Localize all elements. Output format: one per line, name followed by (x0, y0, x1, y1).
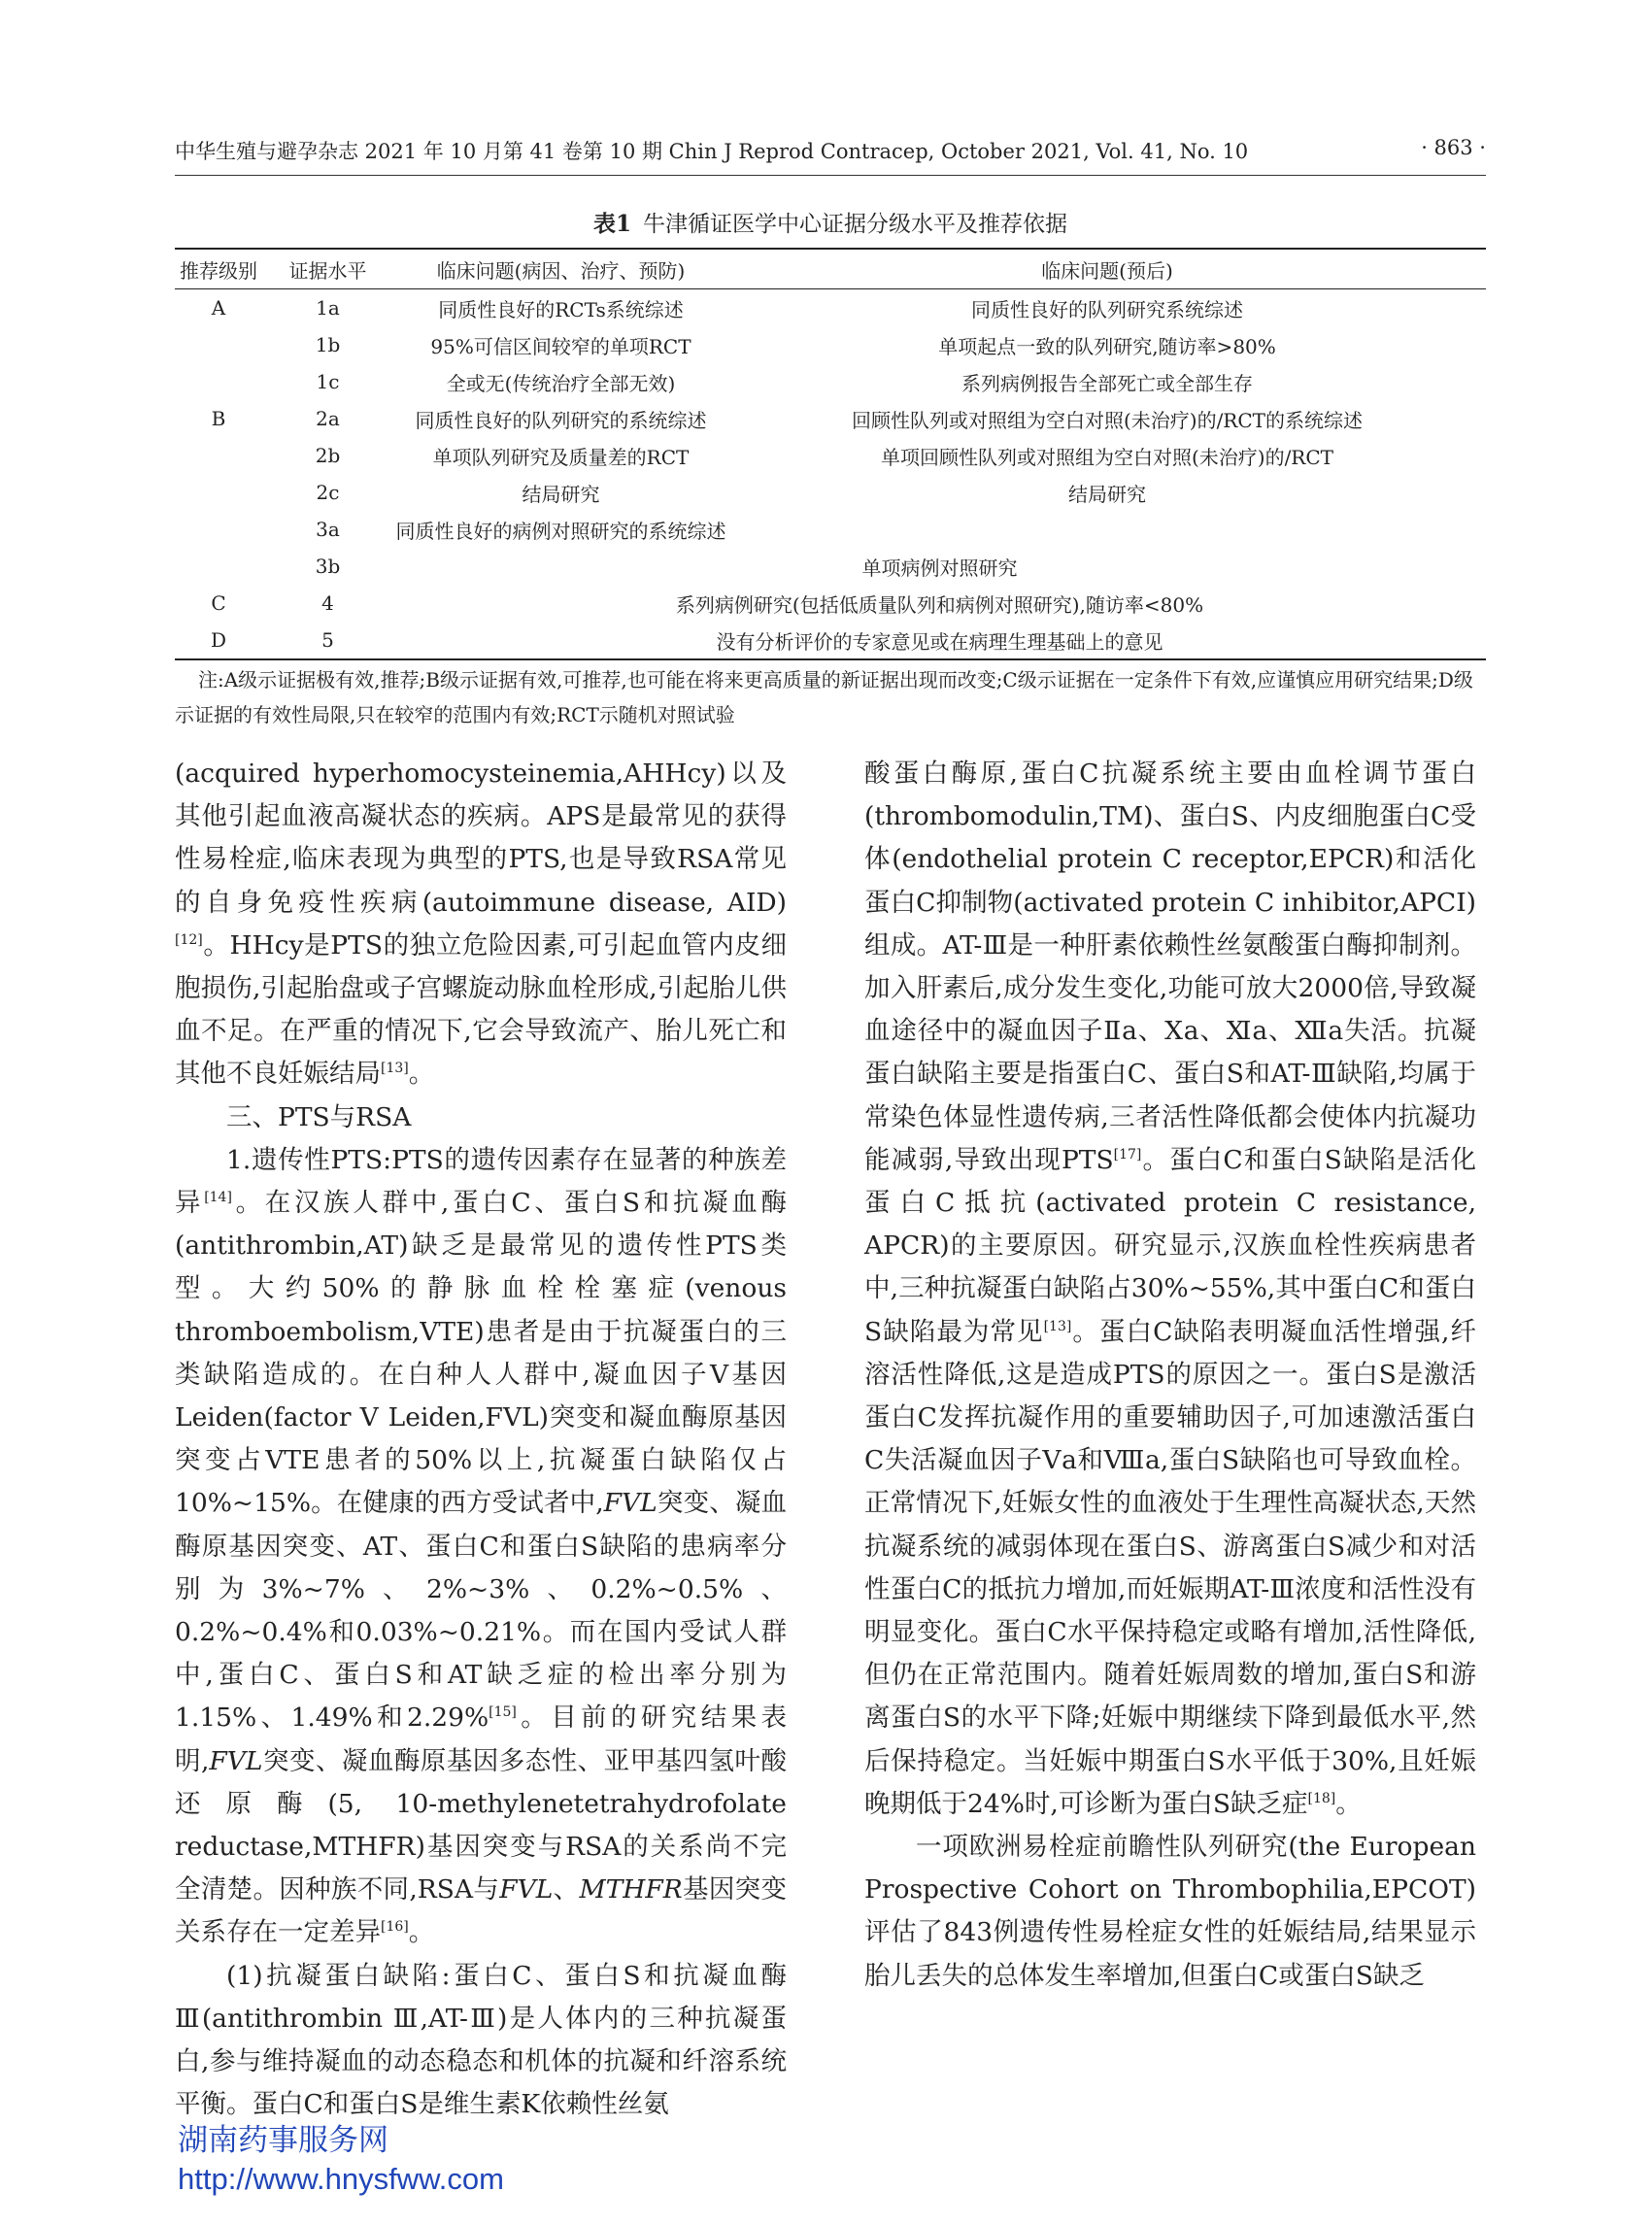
table-cell-merged: 没有分析评价的专家意见或在病理生理基础上的意见 (716, 629, 1163, 654)
col-header: 临床问题(病因、治疗、预防) (436, 258, 686, 283)
table-cell: 结局研究 (522, 482, 600, 506)
paragraph: 一项欧洲易栓症前瞻性队列研究(the European Prospective Cohort on Thrombophilia,EPCOT)评估了843例遗传性易栓症女性的妊娠结局,结果显示胎儿丢失的总体发生率增加,但蛋白C或蛋白S缺乏 (864, 1832, 1476, 1991)
gene-name: MTHFR (579, 1874, 683, 1905)
gene-name: FVL (209, 1745, 263, 1776)
table-row (175, 326, 1486, 363)
table-row (175, 548, 1486, 585)
citation: [13] (381, 1061, 409, 1077)
table-note: 注:A级示证据极有效,推荐;B级示证据有效,可推荐,也可能在将来更高质量的新证据出现而改变;C级示证据在一定条件下有效,应谨慎应用研究结果;D级示证据的有效性局限,只在较窄的范围内有效;RCT示随机对照试验 (175, 668, 1473, 726)
gene-name: FVL (603, 1488, 657, 1519)
table-cell: A (211, 296, 226, 320)
section-heading: 三、PTS与RSA (226, 1101, 412, 1132)
header-rule (175, 175, 1486, 176)
table-cell: 单项队列研究及质量差的RCT (432, 445, 690, 469)
table-row (175, 400, 1486, 437)
table-cell: 1a (316, 296, 340, 320)
table-cell: 同质性良好的RCTs系统综述 (438, 297, 684, 321)
right-column (864, 753, 1476, 1998)
watermark-url[interactable]: http://www.hnysfww.com (178, 2162, 504, 2196)
table-cell (175, 511, 262, 548)
watermark-site-name: 湖南药事服务网 (178, 2123, 388, 2157)
table-cell: 2a (316, 407, 340, 430)
col-header: 推荐级别 (180, 258, 257, 283)
table-cell: B (211, 407, 226, 430)
table-cell (175, 326, 262, 363)
citation: [18] (1307, 1791, 1336, 1807)
table-cell: 单项起点一致的队列研究,随访率>80% (938, 334, 1276, 358)
table-cell: 回顾性队列或对照组为空白对照(未治疗)的/RCT的系统综述 (851, 408, 1364, 432)
citation: [12] (175, 931, 203, 948)
table-row (175, 363, 1486, 400)
table-cell (175, 474, 262, 511)
evidence-table (175, 248, 1486, 660)
table-cell: 1b (315, 333, 341, 356)
table-cell (175, 548, 262, 585)
table-header-row (175, 249, 1486, 289)
table-cell: 结局研究 (1068, 482, 1146, 506)
citation: [14] (204, 1190, 232, 1206)
table-cell (728, 511, 1486, 548)
table-cell: 3b (315, 555, 341, 578)
table-row (175, 585, 1486, 622)
table-row (175, 474, 1486, 511)
table-cell: 同质性良好的队列研究的系统综述 (415, 408, 707, 432)
table-cell: 同质性良好的病例对照研究的系统综述 (395, 519, 726, 543)
table-cell: C (211, 591, 226, 615)
col-header: 临床问题(预后) (1041, 258, 1173, 283)
table-cell-merged: 系列病例研究(包括低质量队列和病例对照研究),随访率<80% (675, 592, 1204, 617)
table-row (175, 511, 1486, 548)
paragraph: 1.遗传性PTS:PTS的遗传因素存在显著的种族差异[14]。在汉族人群中,蛋白C、蛋白S和抗凝血酶(antithrombin,AT)缺乏是最常见的遗传性PTS类型。大约50%的静脉血栓栓塞症(venous thromboembolism,VTE)患者是由于抗凝蛋白的三类缺陷造成的。在白种人人群中,凝血因子Ⅴ基因Leiden(factor Ⅴ Leiden,FVL)突变和凝血酶原基因突变占VTE患者的50%以上,抗凝蛋白缺陷仅占10%~15%。在健康的西方受试者中,FVL突变、凝血酶原基因突变、AT、蛋白C和蛋白S缺陷的患病率分别为3%~7%、2%~3%、0.2%~0.5%、0.2%~0.4%和0.03%~0.21%。而在国内受试人群中,蛋白C、蛋白S和AT缺乏症的检出率分别为1.15%、1.49%和2.29%[15]。目前的研究结果表明,FVL突变、凝血酶原基因多态性、亚甲基四氢叶酸还原酶(5, 10-methylenetetrahydrofolate reductase,MTHFR)基因突变与RSA的关系尚不完全清楚。因种族不同,RSA与FVL、MTHFR基因突变关系存在一定差异[16]。 (175, 1144, 787, 1948)
col-header: 证据水平 (288, 258, 367, 283)
table-caption (175, 206, 1486, 238)
table-title: 牛津循证医学中心证据分级水平及推荐依据 (643, 212, 1067, 237)
table-cell: 同质性良好的队列研究系统综述 (971, 297, 1243, 321)
citation: [16] (381, 1919, 409, 1936)
running-header (175, 136, 1486, 175)
table-cell: 2c (316, 481, 340, 504)
journal-citation: 中华生殖与避孕杂志 2021 年 10 月第 41 卷第 10 期 Chin J Reprod Contracep, October 2021, Vol. 41, No. 10 (175, 140, 1249, 163)
paragraph: 酸蛋白酶原,蛋白C抗凝系统主要由血栓调节蛋白(thrombomodulin,TM)、蛋白S、内皮细胞蛋白C受体(endothelial protein C receptor,EPCR)和活化蛋白C抑制物(activated protein C inhibitor,APCI)组成。AT-Ⅲ是一种肝素依赖性丝氨酸蛋白酶抑制剂。加入肝素后,成分发生变化,功能可放大2000倍,导致凝血途径中的凝血因子Ⅱa、Ⅹa、Ⅺa、Ⅻa失活。抗凝蛋白缺陷主要是指蛋白C、蛋白S和AT-Ⅲ缺陷,均属于常染色体显性遗传病,三者活性降低都会使体内抗凝功能减弱,导致出现PTS[17]。蛋白C和蛋白S缺陷是活化蛋白C抵抗(activated protein C resistance, APCR)的主要原因。研究显示,汉族血栓性疾病患者中,三种抗凝蛋白缺陷占30%~55%,其中蛋白C和蛋白S缺陷最为常见[13]。蛋白C缺陷表明凝血活性增强,纤溶活性降低,这是造成PTS的原因之一。蛋白S是激活蛋白C发挥抗凝作用的重要辅助因子,可加速激活蛋白C失活凝血因子Ⅴa和Ⅷa,蛋白S缺陷也可导致血栓。正常情况下,妊娠女性的血液处于生理性高凝状态,天然抗凝系统的减弱体现在蛋白S、游离蛋白S减少和对活性蛋白C的抵抗力增加,而妊娠期AT-Ⅲ浓度和活性没有明显变化。蛋白C水平保持稳定或略有增加,活性降低,但仍在正常范围内。随着妊娠周数的增加,蛋白S和游离蛋白S的水平下降;妊娠中期继续下降到最低水平,然后保持稳定。当妊娠中期蛋白S水平低于30%,且妊娠晚期低于24%时,可诊断为蛋白S缺乏症[18]。 (864, 759, 1476, 1819)
table-label: 表1 (592, 211, 631, 237)
table-cell: 5 (321, 628, 334, 652)
table-cell-merged: 单项病例对照研究 (861, 556, 1018, 580)
table-cell: 全或无(传统治疗全部无效) (446, 371, 676, 395)
citation: [17] (1113, 1147, 1142, 1163)
table-cell (175, 437, 262, 474)
table-row (175, 437, 1486, 474)
table-cell: 系列病例报告全部死亡或全部生存 (961, 371, 1253, 395)
table-cell: D (210, 628, 227, 652)
gene-name: FVL (499, 1874, 554, 1905)
table-cell (175, 363, 262, 400)
table-cell: 3a (316, 518, 340, 541)
table-row (175, 622, 1486, 659)
table-cell: 1c (316, 370, 340, 393)
paragraph: (acquired hyperhomocysteinemia,AHHcy)以及其他引起血液高凝状态的疾病。APS是最常见的获得性易栓症,临床表现为典型的PTS,也是导致RSA常见的自身免疫性疾病(autoimmune disease, AID)[12]。HHcy是PTS的独立危险因素,可引起血管内皮细胞损伤,引起胎盘或子宫螺旋动脉血栓形成,引起胎儿供血不足。在严重的情况下,它会导致流产、胎儿死亡和其他不良妊娠结局[13]。 (175, 759, 787, 1090)
paragraph: (1)抗凝蛋白缺陷:蛋白C、蛋白S和抗凝血酶Ⅲ(antithrombin Ⅲ,AT-Ⅲ)是人体内的三种抗凝蛋白,参与维持凝血的动态稳态和机体的抗凝和纤溶系统平衡。蛋白C和蛋白S是维生素K依赖性丝氨 (175, 1960, 787, 2120)
table-cell: 单项回顾性队列或对照组为空白对照(未治疗)的/RCT (880, 445, 1334, 469)
table-row (175, 289, 1486, 327)
table-cell: 4 (321, 591, 334, 615)
page-number: · 863 · (1421, 136, 1486, 159)
table-cell: 2b (315, 444, 341, 467)
table-cell: 95%可信区间较窄的单项RCT (430, 334, 691, 358)
citation: [15] (489, 1704, 517, 1721)
citation: [13] (1043, 1318, 1072, 1334)
left-column (175, 753, 787, 2127)
